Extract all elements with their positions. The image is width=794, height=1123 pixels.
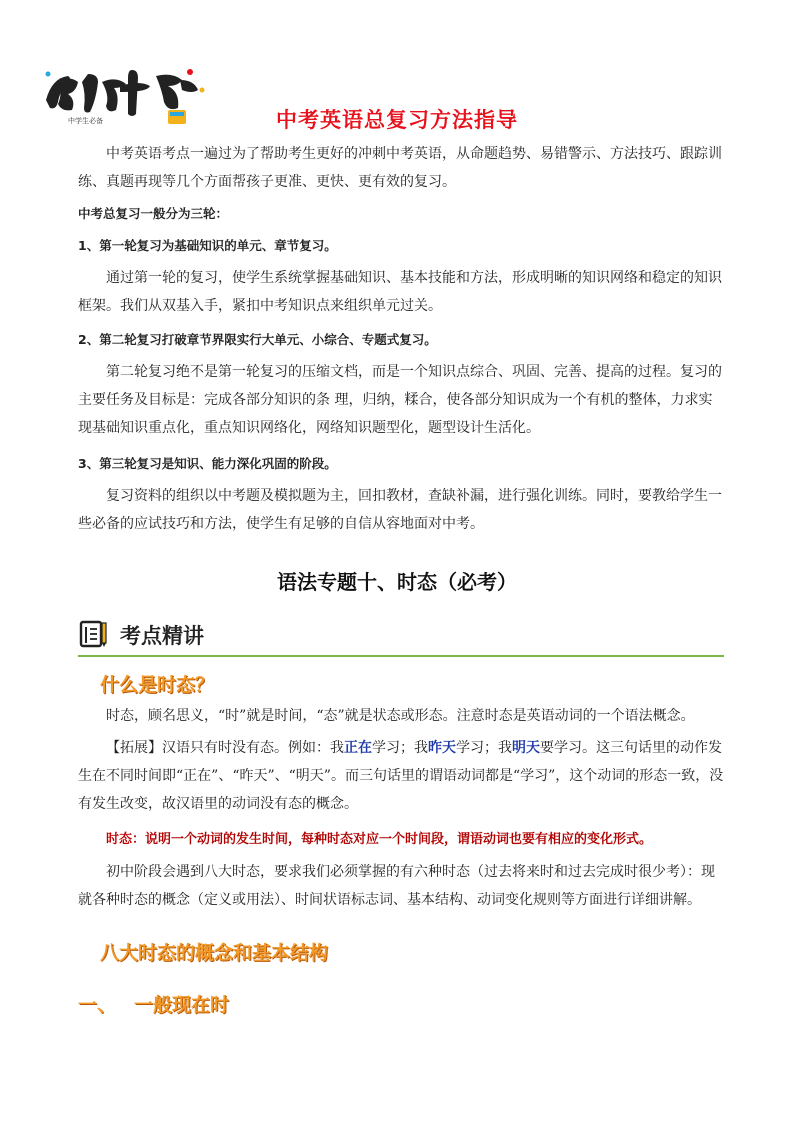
round3-body: 复习资料的组织以中考题及模拟题为主，回扣教材，查缺补漏，进行强化训练。同时，要教给学生一些必备的应试技巧和方法，使学生有足够的自信从容地面对中考。 [78, 488, 722, 532]
logo-dot-red [187, 69, 193, 75]
tense-definition: 时态，顾名思义，“时”就是时间，“态”就是状态或形态。注意时态是英语动词的一个语法概念。 [106, 708, 695, 724]
word-zuotian: 昨天 [428, 740, 456, 756]
junior-high-paragraph: 初中阶段会遇到八大时态，要求我们必须掌握的有六种时态（过去将来时和过去完成时很少考）：现就各种时态的概念（定义或用法）、时间状语标志词、基本结构、动词变化规则等方面进行详细讲解。 [78, 864, 715, 908]
section-title: 语法专题十、时态（必考） [277, 570, 517, 594]
kaodian-label: 考点精讲 [120, 624, 204, 648]
tense-note-label: 时态： [106, 832, 146, 847]
what-is-tense-heading: 什么是时态？ [100, 674, 215, 696]
tense-note-text: 说明一个动词的发生时间，每种时态对应一个时间段，谓语动词也要有相应的变化形式。 [145, 832, 653, 847]
kaodian-header [78, 617, 724, 657]
logo-main-text [40, 60, 41, 61]
logo-dot-yellow [200, 88, 205, 93]
round3-heading: 3、第三轮复习是知识、能力深化巩固的阶段。 [78, 456, 337, 471]
round2-heading: 2、第二轮复习打破章节界限实行大单元、小综合、专题式复习。 [78, 332, 437, 347]
simple-present-title: 一般现在时 [134, 994, 230, 1016]
tense-note [78, 826, 726, 854]
logo-sub-text: 中学生必备 [68, 117, 103, 125]
main-title: 中考英语总复习方法指导 [276, 108, 518, 132]
logo-dot-blue [46, 72, 51, 77]
intro-paragraph: 中考英语考点一遍过为了帮助考生更好的冲刺中考英语，从命题趋势、易错警示、方法技巧、跟踪训练、真题再现等几个方面帮孩子更准、更快、更有效的复习。 [78, 146, 722, 190]
round1-body: 通过第一轮的复习，使学生系统掌握基础知识、基本技能和方法，形成明晰的知识网络和稳定的知识框架。我们从双基入手，紧扣中考知识点来组织单元过关。 [78, 270, 722, 314]
simple-present-num: 一、 [78, 994, 117, 1016]
extend-tag: 【拓展】 [106, 740, 162, 756]
round2-body: 第二轮复习绝不是第一轮复习的压缩文档，而是一个知识点综合、巩固、完善、提高的过程。复习的主要任务及目标是：完成各部分知识的条 理，归纳，糅合，使各部分知识成为一个有机的整体，力求实现基础知识重点化，重点知识网络化，网络知识题型化，题型设计生活化。 [78, 364, 722, 436]
simple-present-heading [78, 990, 229, 1017]
word-mingtian: 明天 [512, 740, 540, 756]
extend-paragraph: 【拓展】汉语只有时没有态。例如：我正在学习；我昨天学习；我明天要学习。这三句话里的动作发生在不同时间即“正在”、“昨天”、“明天”。而三句话里的谓语动词都是“学习”，这个动词的形态一致，没有发生改变，故汉语里的动词没有态的概念。 [78, 740, 724, 812]
rounds-heading: 中考总复习一般分为三轮： [78, 206, 229, 221]
notebook-icon [78, 619, 108, 649]
eight-tenses-heading: 八大时态的概念和基本结构 [100, 942, 329, 964]
word-zhengzai: 正在 [344, 740, 372, 756]
round1-heading: 1、第一轮复习为基础知识的单元、章节复习。 [78, 238, 337, 253]
